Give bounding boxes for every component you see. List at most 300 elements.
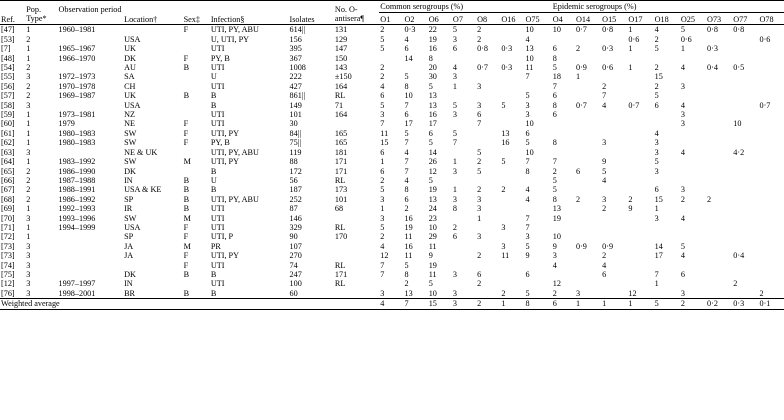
table-cell: UTI (210, 81, 225, 91)
table-cell: 1 (26, 44, 31, 54)
table-cell: 8 (404, 185, 409, 195)
table-cell: 164 (334, 81, 348, 91)
table-cell (627, 138, 653, 147)
table-cell: 5 (654, 44, 659, 54)
table-cell (706, 91, 732, 100)
table-cell: 74 (289, 260, 298, 270)
table-cell: 3 (477, 100, 482, 110)
table-cell: 2 (26, 91, 31, 101)
table-cell: 171 (334, 166, 348, 176)
table-cell: 173 (334, 185, 348, 195)
table-cell (758, 148, 784, 157)
table-cell (601, 129, 627, 138)
table-cell (758, 214, 784, 223)
table-cell: 1 (26, 110, 31, 120)
table-cell: 2 (380, 72, 385, 82)
table-cell (500, 176, 524, 185)
table-cell: B (210, 185, 217, 195)
table-cell: B (210, 269, 217, 279)
table-cell: DK (124, 166, 136, 176)
table-cell: UTI, PY (210, 251, 240, 261)
table-cell: 2 (380, 25, 385, 35)
table-cell: 5 (525, 138, 530, 148)
table-cell: 0·6 (628, 34, 640, 44)
table-cell: 6 (404, 44, 409, 54)
table-cell (732, 195, 758, 204)
table-cell: 11 (501, 251, 510, 261)
table-cell (732, 91, 758, 100)
table-cell (476, 129, 500, 138)
table-cell: IR (124, 204, 133, 214)
table-cell (706, 270, 732, 279)
table-row (0, 101, 784, 110)
table-cell (627, 91, 653, 100)
table-cell (123, 261, 183, 270)
table-cell: 1980–1983 (58, 128, 96, 138)
table-cell (758, 82, 784, 91)
epidemic-col-header-o77: O77 (732, 12, 758, 25)
table-cell: 29 (428, 232, 437, 242)
table-cell: 16 (501, 138, 510, 148)
table-cell: 7 (404, 166, 409, 176)
table-cell (183, 82, 210, 91)
table-cell: 2 (380, 175, 385, 185)
table-row (0, 251, 784, 260)
table-cell: B (183, 269, 190, 279)
table-cell: 2 (602, 81, 607, 91)
table-cell: 1986–1990 (58, 166, 96, 176)
table-cell: 2 (477, 251, 482, 261)
table-cell: 2 (477, 25, 482, 35)
table-cell: 861|| (289, 91, 306, 101)
table-cell: U (210, 175, 217, 185)
table-cell (525, 261, 552, 270)
table-cell: 20 (428, 63, 437, 73)
table-cell (706, 138, 732, 147)
table-cell: 5 (380, 100, 385, 110)
table-cell: BR (124, 288, 136, 298)
table-cell: 75|| (289, 138, 301, 148)
table-cell: 3 (654, 147, 659, 157)
table-cell: 1992–1993 (58, 204, 96, 214)
table-cell: 8 (525, 299, 552, 309)
table-cell: [65] (1, 166, 15, 176)
table-cell (706, 82, 732, 91)
table-cell: 1008 (289, 63, 306, 73)
table-cell: NZ (124, 110, 135, 120)
table-cell (758, 242, 784, 251)
table-cell: 7 (380, 119, 385, 129)
table-cell (680, 223, 706, 232)
epidemic-col-header-o18: O18 (654, 12, 680, 25)
table-cell: 8 (404, 81, 409, 91)
table-cell (732, 167, 758, 176)
table-cell (758, 279, 784, 288)
table-cell (500, 25, 524, 35)
common-col-header-o1: O1 (379, 12, 403, 25)
table-cell: 2 (477, 279, 482, 289)
table-cell: 2 (575, 44, 581, 54)
table-cell: 1965–1967 (58, 44, 96, 54)
table-cell (500, 270, 524, 279)
table-cell (706, 242, 732, 251)
table-cell: 5 (654, 299, 680, 309)
table-cell: 7 (602, 91, 607, 101)
table-cell (680, 138, 706, 147)
table-cell (183, 44, 210, 53)
table-cell: 16 (404, 213, 413, 223)
table-cell: 19 (428, 260, 437, 270)
table-cell: B (210, 100, 217, 110)
ref-header: Ref. (0, 1, 25, 25)
table-cell: [61] (1, 128, 15, 138)
table-cell (334, 119, 379, 128)
table-cell: 3 (654, 213, 659, 223)
table-cell: UTI, PY, ABU (210, 147, 259, 157)
table-cell: 3 (26, 279, 31, 289)
table-cell (706, 110, 732, 119)
table-cell (706, 101, 732, 110)
table-cell: 2 (380, 232, 385, 242)
table-cell: 1 (452, 81, 457, 91)
table-cell: 10 (525, 147, 534, 157)
table-cell: 6 (575, 166, 581, 176)
table-cell (732, 44, 758, 53)
table-cell: 5 (680, 25, 685, 35)
table-cell: 7 (552, 157, 557, 167)
table-cell: 427 (289, 81, 302, 91)
table-cell: 7 (654, 269, 659, 279)
table-cell: 7 (404, 157, 409, 167)
table-cell: 1 (452, 157, 457, 167)
table-cell: B (183, 91, 190, 101)
table-cell: 0·5 (733, 63, 745, 73)
table-cell (706, 289, 732, 299)
table-cell: F (183, 222, 189, 232)
table-cell: [64] (1, 157, 15, 167)
table-cell: 6 (602, 269, 607, 279)
table-cell (476, 223, 500, 232)
table-cell: UTI, PY (210, 128, 240, 138)
table-cell: 30 (289, 119, 298, 129)
table-cell (500, 82, 524, 91)
common-col-header-o8: O8 (476, 12, 500, 25)
table-cell (575, 129, 601, 138)
table-cell (500, 35, 524, 44)
table-cell (627, 167, 653, 176)
table-cell: 3 (525, 110, 530, 120)
table-cell: 146 (289, 213, 302, 223)
table-cell: 3 (680, 185, 685, 195)
table-cell (452, 242, 476, 251)
table-row (0, 110, 784, 119)
table-cell: [72] (1, 232, 15, 242)
table-cell: 1 (452, 185, 457, 195)
table-cell: UTI (210, 260, 225, 270)
table-cell: 18 (552, 72, 561, 82)
table-cell (680, 232, 706, 241)
observation-header-text: Observation period (58, 5, 122, 14)
table-cell: [69] (1, 204, 15, 214)
table-cell (680, 54, 706, 63)
table-cell: 147 (334, 44, 348, 54)
common-col-header-o2: O2 (404, 12, 428, 25)
table-cell: 5 (477, 147, 482, 157)
table-cell: UTI (210, 213, 225, 223)
table-cell: 129 (334, 34, 348, 44)
table-cell: 165 (334, 138, 348, 148)
table-cell (732, 138, 758, 147)
table-cell: 101 (334, 194, 348, 204)
table-cell: 4 (680, 147, 685, 157)
table-cell: 2 (26, 81, 31, 91)
table-cell: 11 (428, 269, 437, 279)
table-cell: [74] (1, 260, 15, 270)
table-cell: 2 (680, 194, 685, 204)
table-cell (627, 82, 653, 91)
table-cell: 1993–1996 (58, 213, 96, 223)
table-cell: UTI, PY, ABU (210, 194, 259, 204)
table-cell: USA (124, 100, 141, 110)
table-cell: NE & UK (124, 147, 158, 157)
table-cell: PR (210, 241, 221, 251)
table-cell: 15 (654, 194, 663, 204)
table-cell: 9 (552, 241, 557, 251)
table-cell (575, 54, 601, 63)
table-cell: 5 (452, 128, 457, 138)
table-cell: [71] (1, 222, 15, 232)
table-cell: 16 (428, 44, 437, 54)
table-cell: 3 (26, 269, 31, 279)
table-cell: F (183, 138, 189, 148)
table-cell (452, 251, 476, 260)
table-cell (706, 204, 732, 213)
table-cell: 247 (289, 269, 302, 279)
table-cell (758, 261, 784, 270)
table-row (0, 54, 784, 63)
table-cell: 1 (575, 72, 581, 82)
table-cell: 3 (26, 72, 31, 82)
table-cell: 4 (404, 147, 409, 157)
table-cell: 0·9 (575, 63, 587, 73)
table-row (0, 223, 784, 232)
table-cell: IN (124, 279, 133, 289)
common-col-header-o6: O6 (428, 12, 452, 25)
table-cell: 10 (404, 91, 413, 101)
location-header: Location† (123, 1, 183, 25)
table-cell: 1 (26, 119, 31, 129)
table-cell (601, 232, 627, 241)
table-cell: 1 (654, 279, 659, 289)
table-cell (601, 223, 627, 232)
table-cell: 100 (289, 279, 302, 289)
table-cell: 172 (289, 166, 302, 176)
table-cell (452, 91, 476, 100)
table-cell: 12 (552, 279, 561, 289)
table-cell: 0·6 (680, 34, 692, 44)
table-cell (706, 35, 732, 44)
table-cell: 5 (452, 25, 457, 35)
table-cell: 3 (680, 119, 685, 129)
table-cell: 9 (628, 204, 633, 214)
table-cell (706, 148, 732, 157)
table-cell: 60 (289, 288, 298, 298)
table-cell (379, 54, 403, 63)
table-cell: 2 (552, 288, 557, 298)
table-cell: 3 (452, 288, 457, 298)
table-cell: [67] (1, 185, 15, 195)
table-cell: 4 (380, 81, 385, 91)
table-cell: 3 (525, 232, 530, 242)
table-cell (654, 176, 680, 185)
table-cell: [63] (1, 147, 15, 157)
table-cell: 0·3 (404, 25, 416, 35)
table-cell: 5 (380, 34, 385, 44)
table-cell: 4 (552, 260, 557, 270)
table-cell (552, 119, 575, 128)
table-cell: [58] (1, 100, 15, 110)
table-cell (706, 176, 732, 185)
table-cell: 90 (289, 232, 298, 242)
table-cell: 5 (602, 166, 607, 176)
table-cell: 4 (654, 25, 659, 35)
table-cell (334, 242, 379, 251)
table-cell: 5 (501, 100, 506, 110)
table-cell: 2 (452, 222, 457, 232)
table-cell: 4 (404, 175, 409, 185)
common-col-header-o7: O7 (452, 12, 476, 25)
table-row (0, 167, 784, 176)
table-cell (706, 54, 732, 63)
antisera-header-text: No. O-antisera¶ (334, 5, 365, 24)
table-cell: 8 (552, 138, 557, 148)
table-row (0, 195, 784, 204)
table-cell (58, 148, 124, 157)
table-cell: JA (124, 241, 134, 251)
table-cell (575, 91, 601, 100)
table-cell: 13 (428, 194, 437, 204)
table-cell: 10 (552, 232, 561, 242)
table-cell: 88 (289, 157, 298, 167)
table-cell: M (183, 157, 191, 167)
table-cell: UTI (210, 110, 225, 120)
table-cell: M (183, 213, 191, 223)
table-cell: 11 (404, 251, 413, 261)
table-row (0, 138, 784, 147)
table-cell (680, 204, 706, 213)
table-cell (575, 270, 601, 279)
table-cell: 107 (289, 241, 302, 251)
table-cell: 170 (334, 232, 348, 242)
isolates-header: Isolates (289, 1, 334, 25)
table-cell: 1980–1983 (58, 138, 96, 148)
table-cell: U, UTI, PY (210, 34, 250, 44)
table-cell (758, 195, 784, 204)
table-cell: 2 (654, 81, 659, 91)
table-cell: 2 (759, 288, 764, 298)
table-cell: 3 (380, 110, 385, 120)
table-cell (706, 214, 732, 223)
table-cell: 5 (428, 81, 433, 91)
table-cell: AU (124, 63, 136, 73)
table-cell: 1 (380, 157, 385, 167)
table-cell (500, 54, 524, 63)
table-cell (732, 82, 758, 91)
epidemic-col-header-o17: O17 (627, 12, 653, 25)
table-cell (476, 54, 500, 63)
table-row (0, 63, 784, 72)
table-cell: 1 (26, 138, 31, 148)
table-cell: 4 (379, 299, 403, 309)
table-cell: 6 (380, 91, 385, 101)
epidemic-col-header-o14: O14 (575, 12, 601, 25)
table-row (0, 25, 784, 35)
table-cell (476, 138, 500, 147)
table-cell: 165 (334, 128, 348, 138)
common-serogroups-header: Common serogroups (%) (379, 1, 551, 13)
table-cell (575, 157, 601, 166)
table-cell (758, 119, 784, 128)
table-row (0, 232, 784, 241)
table-row (0, 242, 784, 251)
table-cell: 7 (525, 222, 530, 232)
table-cell (706, 251, 732, 260)
table-cell: IN (124, 175, 133, 185)
table-cell: 1986–1992 (58, 194, 96, 204)
table-cell (500, 72, 524, 81)
table-cell: 0·3 (501, 44, 513, 54)
table-cell (758, 129, 784, 138)
table-cell: B (183, 204, 190, 214)
table-cell: B (210, 91, 217, 101)
table-cell: UK (124, 44, 136, 54)
table-cell (758, 25, 784, 35)
table-cell (627, 157, 653, 166)
table-cell: B (183, 288, 190, 298)
table-cell: [73] (1, 251, 15, 261)
table-cell (500, 204, 524, 213)
table-cell: 7 (404, 299, 428, 309)
table-cell: 4 (525, 34, 530, 44)
table-cell: 2 (707, 194, 712, 204)
table-cell: 3 (452, 110, 457, 120)
table-cell (452, 261, 476, 270)
table-cell: JA (124, 251, 134, 261)
table-cell: 8 (552, 194, 557, 204)
table-cell (758, 251, 784, 260)
table-cell: U (210, 72, 217, 82)
table-cell (525, 176, 552, 185)
table-cell (680, 157, 706, 166)
table-cell: F (183, 128, 189, 138)
table-cell (183, 110, 210, 119)
table-cell: 2 (26, 166, 31, 176)
table-cell: 6 (552, 44, 557, 54)
table-cell (627, 54, 653, 63)
table-cell: 143 (334, 63, 348, 73)
table-cell: 3 (452, 166, 457, 176)
table-cell (500, 279, 524, 288)
table-row (0, 176, 784, 185)
table-cell: 11 (525, 63, 534, 73)
table-cell: 23 (428, 213, 437, 223)
table-cell: 171 (334, 157, 348, 167)
table-cell (732, 232, 758, 241)
table-cell (58, 270, 124, 279)
table-cell: 2 (575, 194, 581, 204)
table-cell: 2 (552, 166, 557, 176)
table-cell: 6 (477, 110, 482, 120)
